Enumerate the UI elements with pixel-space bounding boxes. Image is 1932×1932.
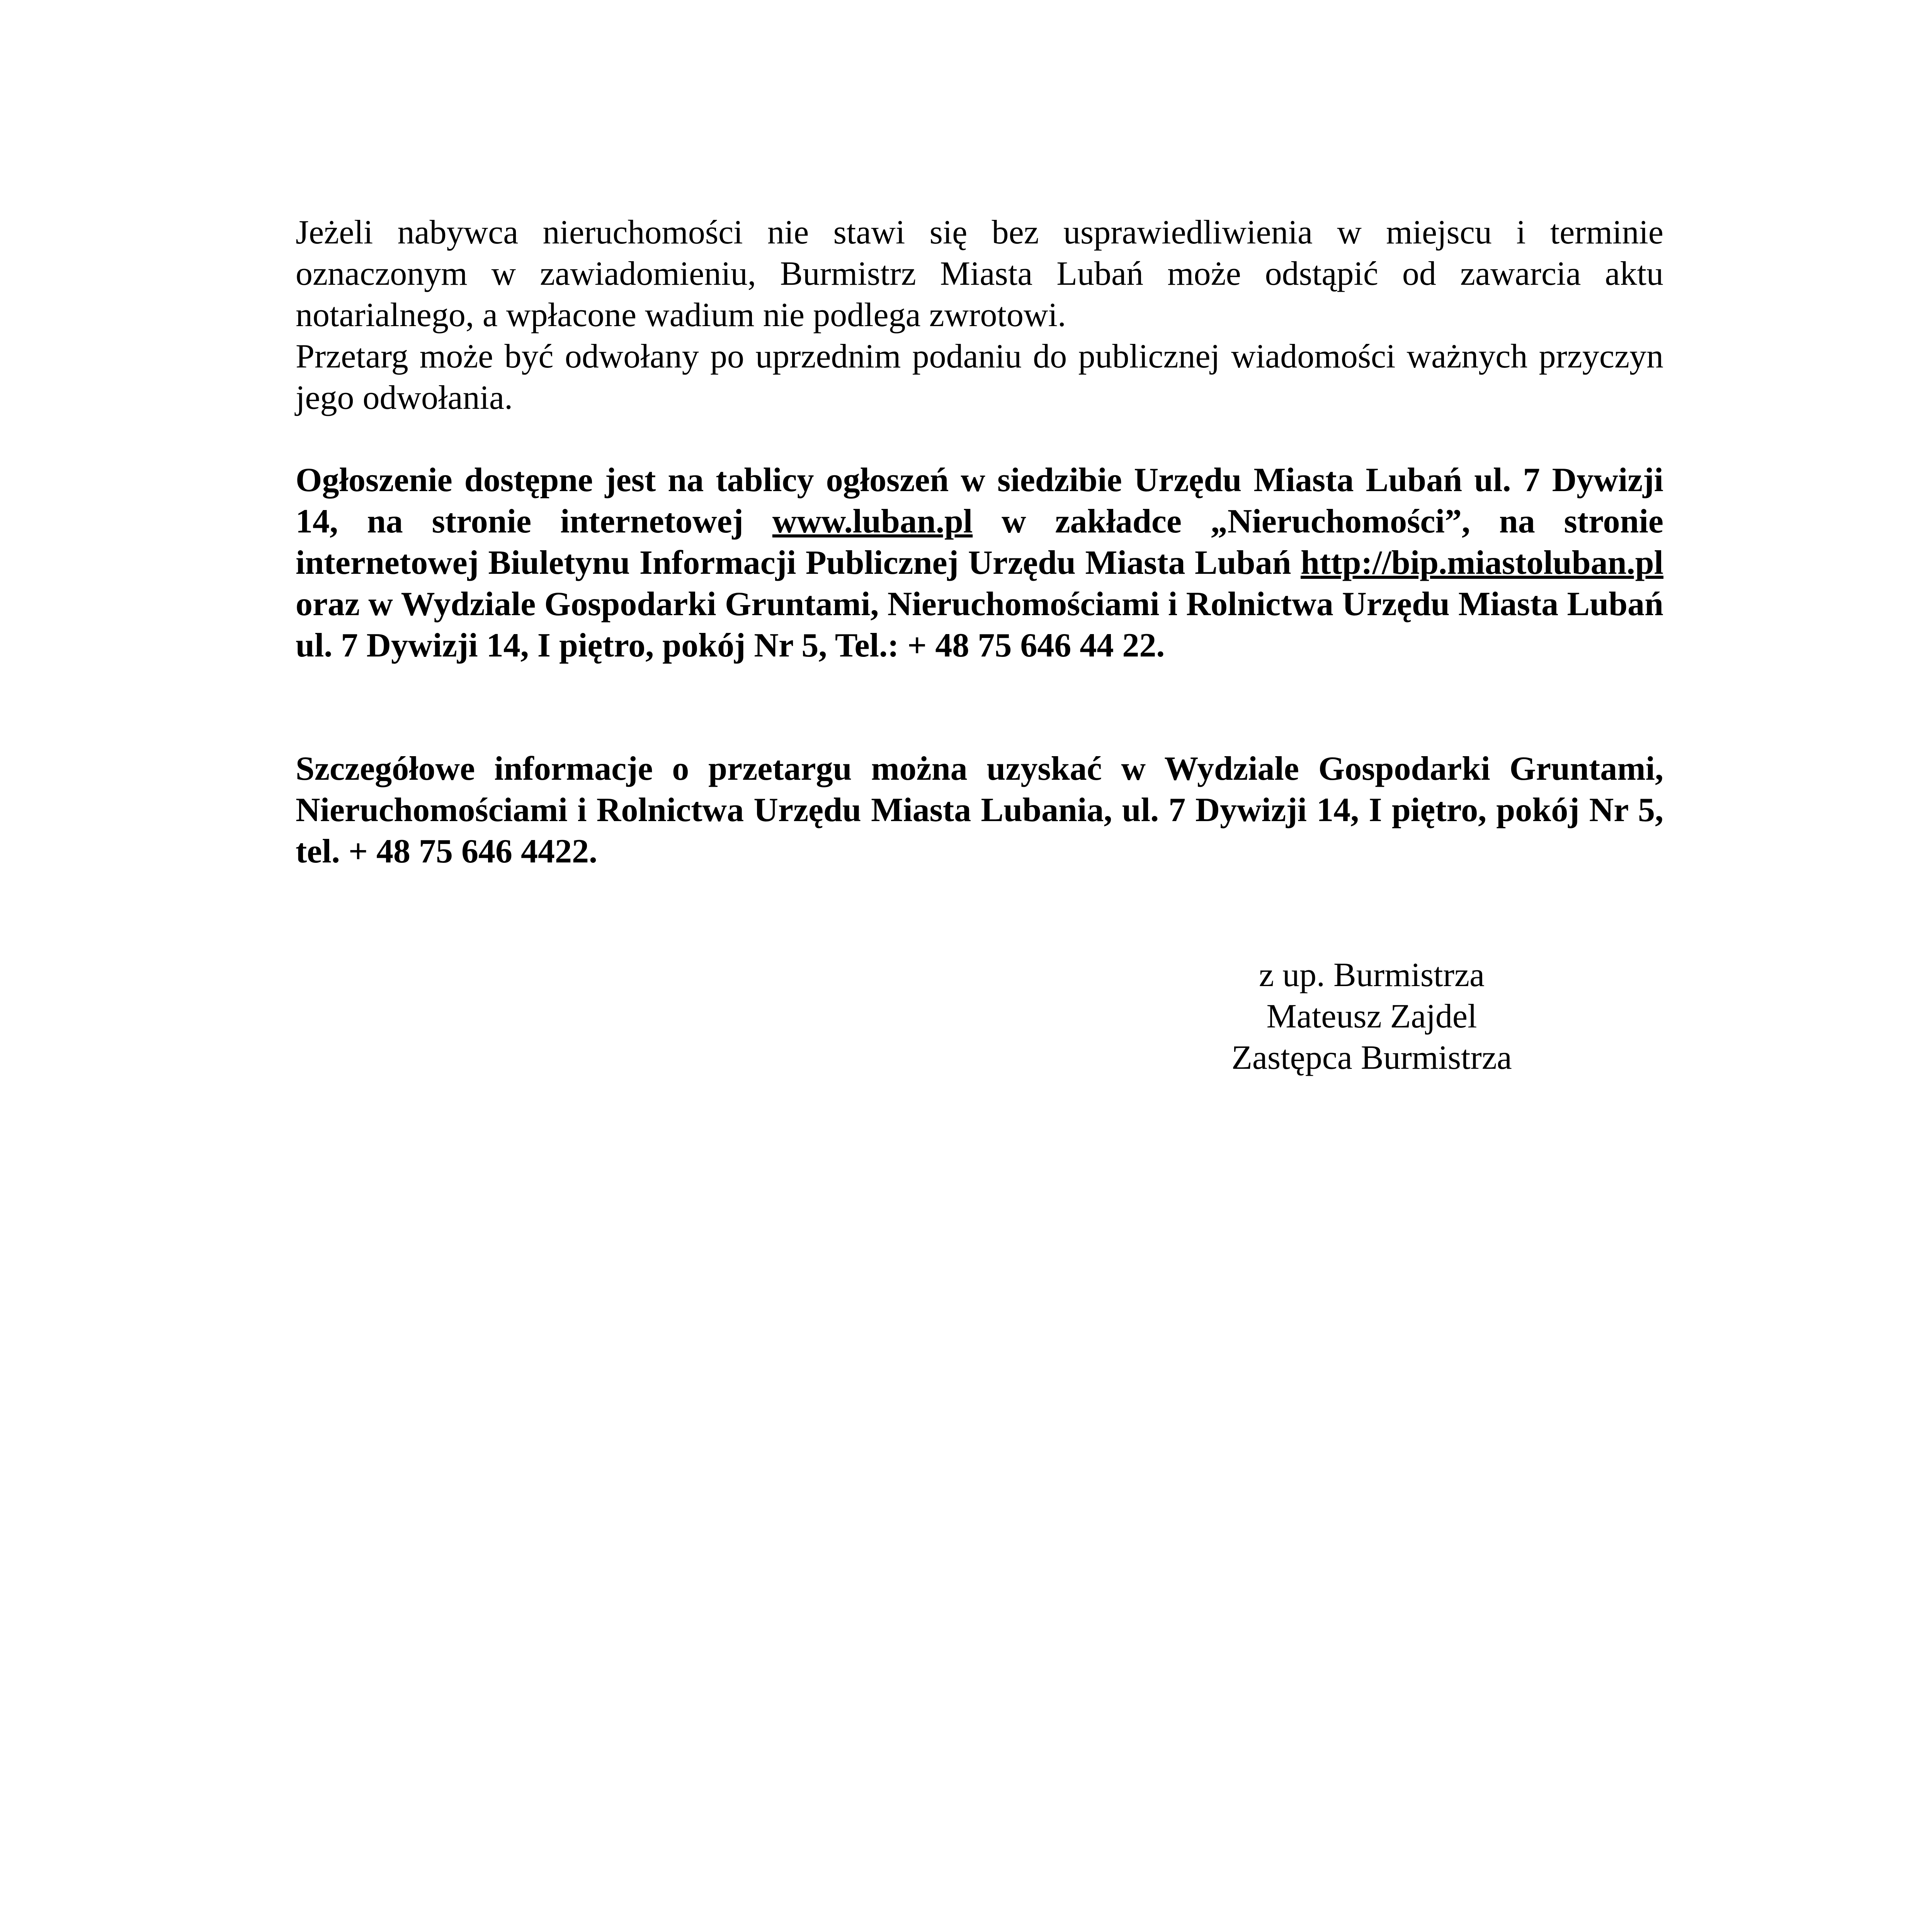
paragraph-tender-cancellation: Przetarg może być odwołany po uprzednim podaniu do publicznej wiadomości ważnych przyczyn jego odwołania. <box>296 338 1663 417</box>
paragraph-announcement-availability <box>296 459 1663 666</box>
announcement-text-1: Ogłoszenie dostępne jest na tablicy ogłoszeń w siedzibie Urzędu Miasta Lubań ul. 7 Dywizji 14, na stronie internetowej <box>296 461 1663 540</box>
signature-line-name: Mateusz Zajdel <box>1266 998 1477 1035</box>
announcement-text-2: w zakładce „Nieruchomości”, na stronie internetowej Biuletynu Informacji Publicznej Urzędu Miasta Lubań <box>296 503 1663 582</box>
luban-website-link[interactable]: www.luban.pl <box>772 503 973 540</box>
paragraph-notary-absence: Jeżeli nabywca nieruchomości nie stawi się bez usprawiedliwienia w miejscu i terminie oznaczonym w zawiadomieniu, Burmistrz Miasta Lubań może odstąpić od zawarcia aktu notarialnego, a wpłacone wadium nie podlega zwrotowi. <box>296 214 1663 334</box>
signature-block <box>1179 954 1565 1078</box>
signature-line-title: Zastępca Burmistrza <box>1231 1039 1512 1077</box>
announcement-text-3: oraz w Wydziale Gospodarki Gruntami, Nieruchomościami i Rolnictwa Urzędu Miasta Lubań ul. 7 Dywizji 14, I piętro, pokój Nr 5, Tel.: + 48 75 646 44 22. <box>296 585 1663 664</box>
paragraph-detailed-information: Szczegółowe informacje o przetargu można uzyskać w Wydziale Gospodarki Gruntami, Nieruchomościami i Rolnictwa Urzędu Miasta Lubania, ul. 7 Dywizji 14, I piętro, pokój Nr 5, tel. + 48 75 646 4422. <box>296 750 1663 870</box>
signature-line-authorization: z up. Burmistrza <box>1259 956 1485 994</box>
bip-website-link[interactable]: http://bip.miastoluban.pl <box>1301 544 1663 582</box>
